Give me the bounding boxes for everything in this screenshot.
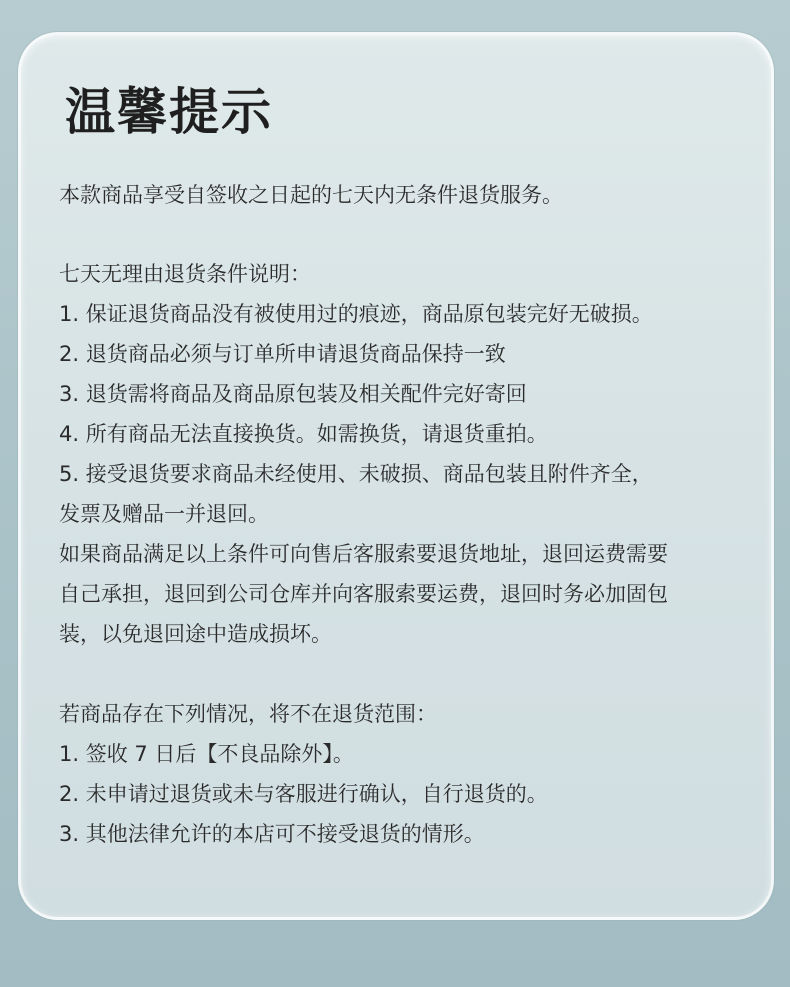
notice-title: 温馨提示: [65, 83, 273, 141]
shipping-note-line: 自己承担，退回到公司仓库并向客服索要运费，退回时务必加固包: [59, 582, 668, 606]
condition-item: 2. 退货商品必须与订单所申请退货商品保持一致: [59, 342, 506, 366]
exclusion-item: 2. 未申请过退货或未与客服进行确认，自行退货的。: [59, 782, 548, 806]
notice-card: [18, 32, 774, 920]
shipping-note-line: 装，以免退回途中造成损坏。: [59, 622, 332, 646]
intro-text: 本款商品享受自签收之日起的七天内无条件退货服务。: [59, 183, 563, 207]
exclusion-item: 1. 签收 7 日后【不良品除外】。: [59, 742, 354, 766]
condition-item: 5. 接受退货要求商品未经使用、未破损、商品包装且附件齐全，: [59, 462, 653, 486]
condition-item: 4. 所有商品无法直接换货。如需换货，请退货重拍。: [59, 422, 548, 446]
conditions-heading: 七天无理由退货条件说明：: [59, 262, 311, 286]
condition-item-continued: 发票及赠品一并退回。: [59, 502, 269, 526]
shipping-note-line: 如果商品满足以上条件可向售后客服索要退货地址，退回运费需要: [59, 542, 668, 566]
condition-item: 1. 保证退货商品没有被使用过的痕迹，商品原包装完好无破损。: [59, 302, 653, 326]
exclusions-heading: 若商品存在下列情况，将不在退货范围：: [59, 702, 437, 726]
exclusion-item: 3. 其他法律允许的本店可不接受退货的情形。: [59, 822, 485, 846]
condition-item: 3. 退货需将商品及商品原包装及相关配件完好寄回: [59, 382, 527, 406]
